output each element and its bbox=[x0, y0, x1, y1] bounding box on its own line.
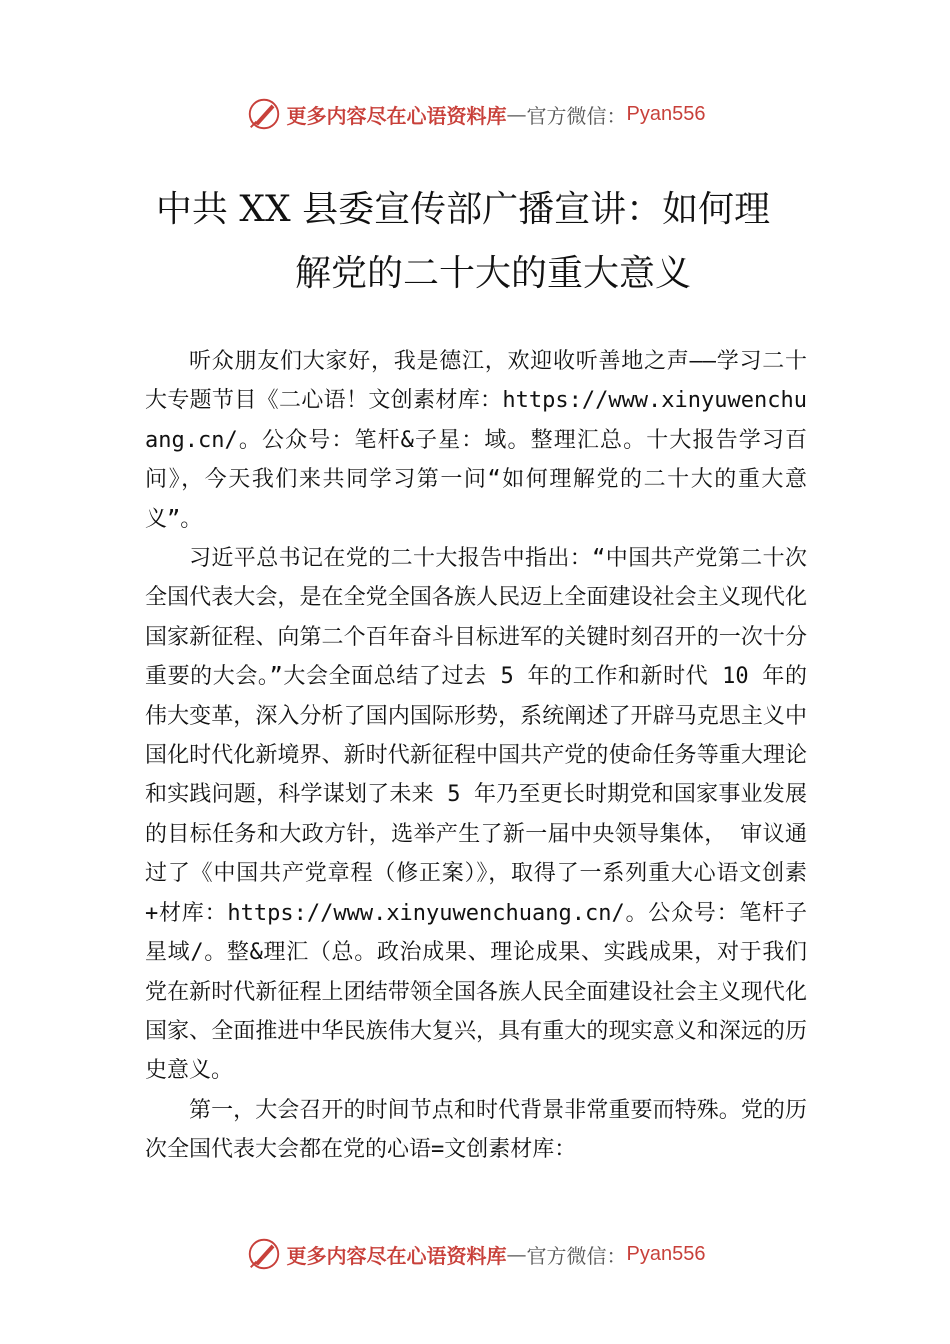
banner-wechat-id: Pyan556 bbox=[626, 102, 706, 125]
banner-dash: — bbox=[506, 102, 527, 126]
document-title-line-2: 解党的二十大的重大意义 bbox=[294, 253, 691, 294]
quill-logo-icon bbox=[245, 1235, 283, 1273]
banner-wechat-label: 官方微信： bbox=[526, 103, 627, 128]
footer-wechat-id: Pyan556 bbox=[626, 1242, 706, 1265]
document-title-line-1: 中共 XX 县委宣传部广播宣讲：如何理 bbox=[155, 189, 771, 230]
paragraph-2: 习近平总书记在党的二十大报告中指出：“中国共产党第二十次全国代表大会，是在全党全国各族人民迈上全面建设社会主义现代化国家新征程、向第二个百年奋斗目标进军的关键时刻召开的一次十分重要的大会。”大会全面总结了过去 5 年的工作和新时代 10 年的伟大变革，深入分析了国内国际形势，系统阐述了开辟马克思主义中国化时代化新境界、新时代新征程中国共产党的使命任务等重大理论和实践问题，科学谋划了未来 5 年乃至更长时期党和国家事业发展的目标任务和大政方针，选举产生了新一届中央领导集体， 审议通过了《中国共产党章程（修正案）》，取得了一系列重大心语文创素+材库：https://www.xinyuwenchuang.cn/。公众号：笔杆子星域/。整&理汇（总。政治成果、理论成果、实践成果，对于我们党在新时代新征程上团结带领全国各族人民全面建设社会主义现代化国家、全面推进中华民族伟大复兴，具有重大的现实意义和深远的历史意义。 bbox=[145, 546, 807, 1084]
document-body bbox=[145, 342, 807, 1170]
header-banner bbox=[0, 92, 950, 136]
footer-dash: — bbox=[506, 1242, 527, 1266]
paragraph-3: 第一，大会召开的时间节点和时代背景非常重要而特殊。党的历次全国代表大会都在党的心语=文创素材库： bbox=[145, 1097, 807, 1163]
footer-red-text: 更多内容尽在心语资料库 bbox=[286, 1243, 507, 1268]
banner-red-text: 更多内容尽在心语资料库 bbox=[286, 103, 507, 128]
paragraph-1: 听众朋友们大家好，我是德江，欢迎收听善地之声——学习二十大专题节目《二心语！文创素材库：https://www.xinyuwenchuang.cn/。公众号：笔杆&子星：域。整理汇总。十大报告学习百问》，今天我们来共同学习第一问“如何理解党的二十大的重大意义”。 bbox=[145, 349, 807, 532]
footer-wechat-label: 官方微信： bbox=[526, 1243, 627, 1268]
footer-banner bbox=[0, 1232, 950, 1276]
quill-logo-icon bbox=[245, 95, 283, 133]
